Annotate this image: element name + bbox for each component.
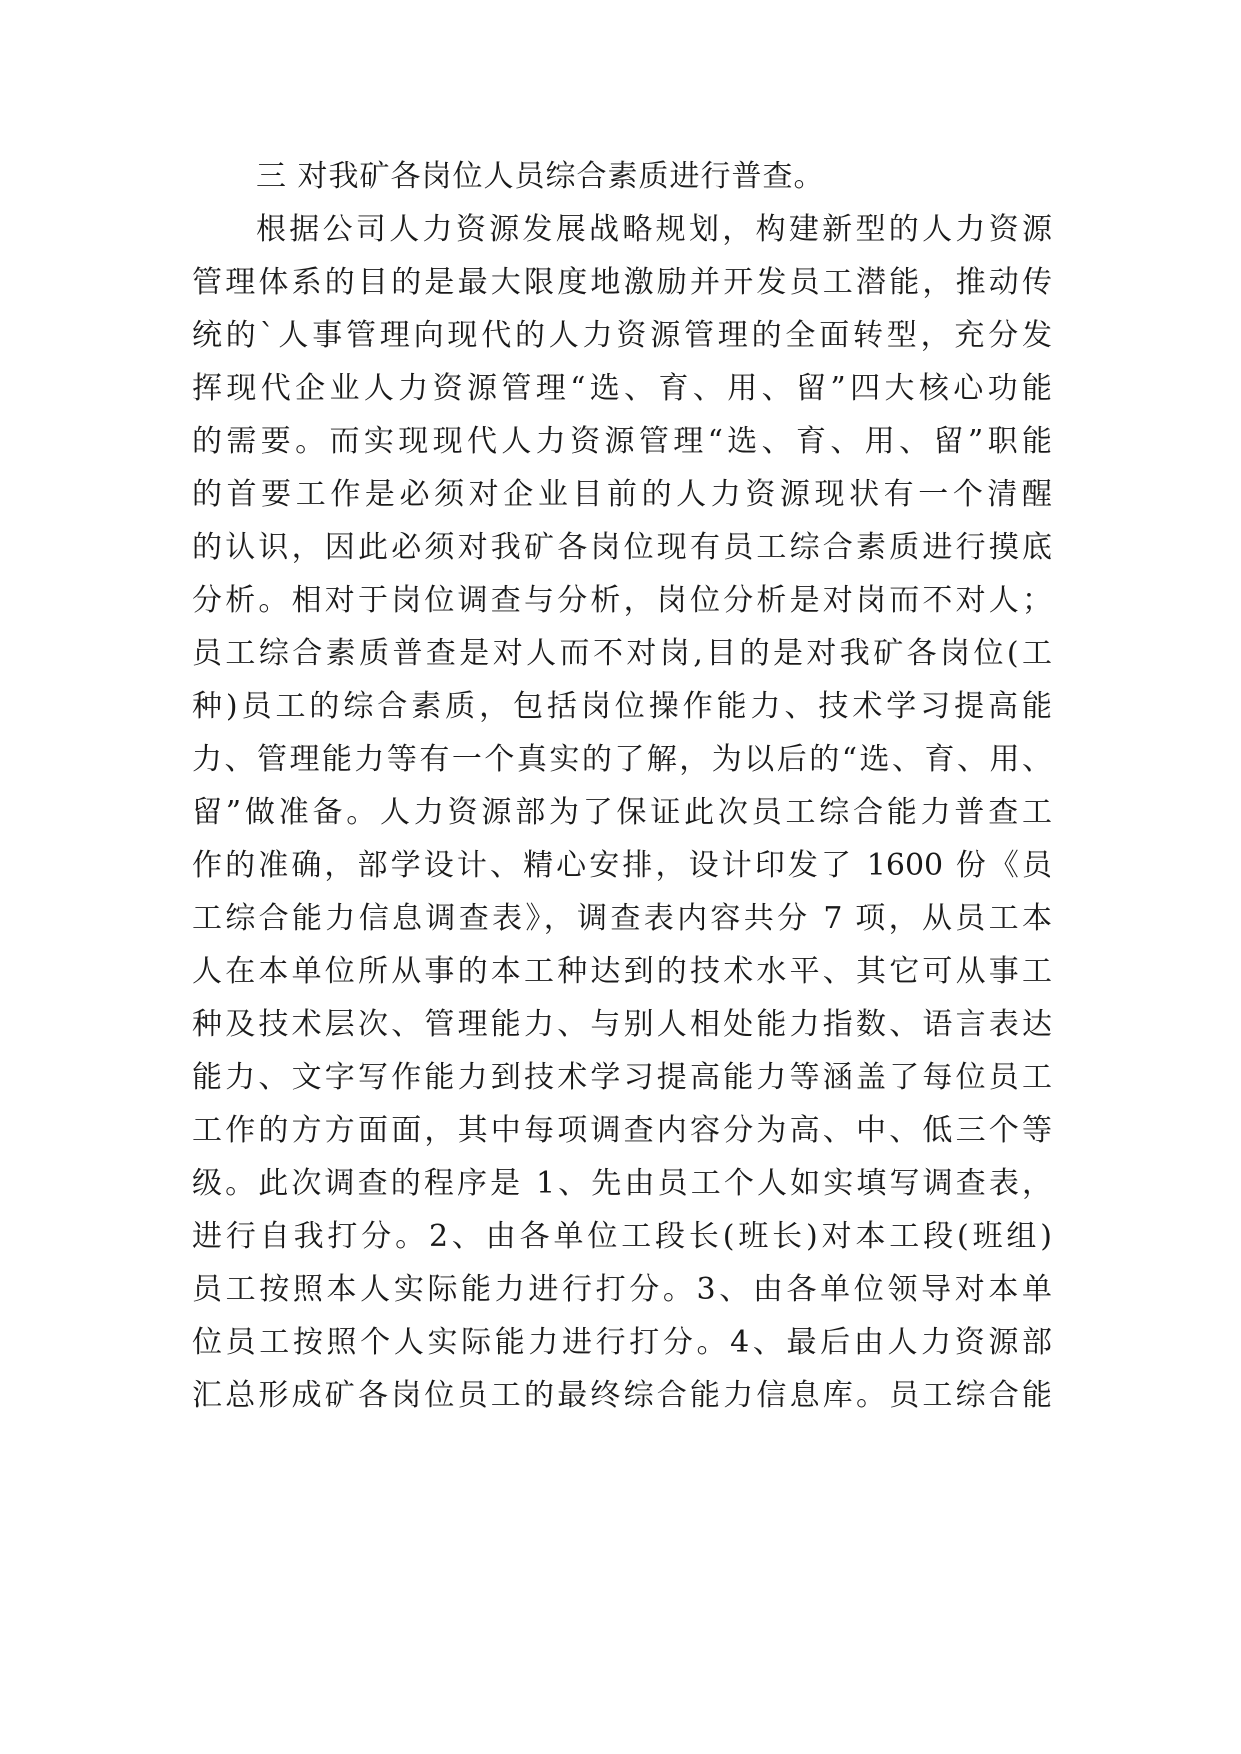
paragraph-line: 种及技术层次、管理能力、与别人相处能力指数、语言表达 (192, 1007, 1052, 1042)
paragraph-line: 工作的方方面面，其中每项调查内容分为高、中、低三个等 (192, 1113, 1052, 1148)
paragraph-line: 能力、文字写作能力到技术学习提高能力等涵盖了每位员工 (192, 1060, 1052, 1095)
paragraph-line: 作的准确，部学设计、精心安排，设计印发了 1600 份《员 (192, 848, 1052, 883)
paragraph-line: 工综合能力信息调查表》，调查表内容共分 7 项，从员工本 (192, 901, 1052, 936)
paragraph-line: 种)员工的综合素质，包括岗位操作能力、技术学习提高能 (192, 689, 1052, 724)
paragraph-line: 进行自我打分。2、由各单位工段长(班长)对本工段(班组) (192, 1219, 1052, 1254)
paragraph-line: 级。此次调查的程序是 1、先由员工个人如实填写调查表， (192, 1166, 1052, 1201)
paragraph-line: 根据公司人力资源发展战略规划，构建新型的人力资源 (256, 212, 1052, 247)
section-heading: 三 对我矿各岗位人员综合素质进行普查。 (256, 159, 825, 194)
paragraph-line: 力、管理能力等有一个真实的了解，为以后的“选、育、用、 (192, 742, 1052, 777)
paragraph-line: 的需要。而实现现代人力资源管理“选、育、用、留”职能 (192, 424, 1052, 459)
paragraph-line: 管理体系的目的是最大限度地激励并开发员工潜能，推动传 (192, 265, 1052, 300)
paragraph-line: 分析。相对于岗位调查与分析，岗位分析是对岗而不对人； (192, 583, 1052, 618)
paragraph-line: 留”做准备。人力资源部为了保证此次员工综合能力普查工 (192, 795, 1052, 830)
paragraph-line: 的首要工作是必须对企业目前的人力资源现状有一个清醒 (192, 477, 1052, 512)
paragraph-line: 挥现代企业人力资源管理“选、育、用、留”四大核心功能 (192, 371, 1052, 406)
paragraph-line: 的认识，因此必须对我矿各岗位现有员工综合素质进行摸底 (192, 530, 1052, 565)
paragraph-line: 统的`人事管理向现代的人力资源管理的全面转型，充分发 (192, 318, 1052, 353)
paragraph-line: 人在本单位所从事的本工种达到的技术水平、其它可从事工 (192, 954, 1052, 989)
paragraph-line: 位员工按照个人实际能力进行打分。4、最后由人力资源部 (192, 1325, 1052, 1360)
paragraph-line: 员工按照本人实际能力进行打分。3、由各单位领导对本单 (192, 1272, 1052, 1307)
paragraph-line: 汇总形成矿各岗位员工的最终综合能力信息库。员工综合能 (192, 1378, 1052, 1413)
paragraph-line: 员工综合素质普查是对人而不对岗,目的是对我矿各岗位(工 (192, 636, 1052, 671)
